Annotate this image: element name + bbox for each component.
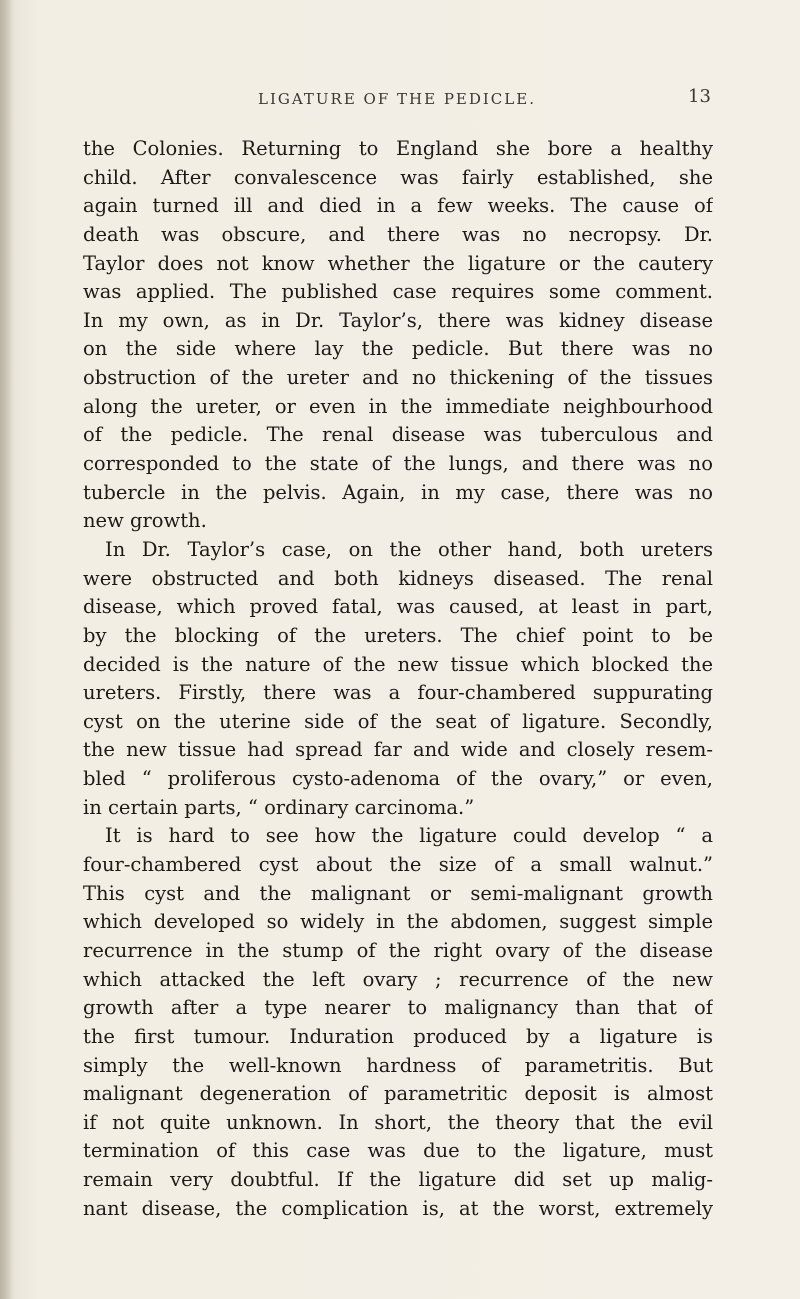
text-line: In Dr. Taylor’s case, on the other hand, both ureters (105, 537, 713, 561)
text-line: obstruction of the ureter and no thickening of the tissues (83, 366, 713, 390)
text-line: was applied. The published case requires some comment. (83, 280, 713, 304)
text-line: bled “ proliferous cysto-adenoma of the ovary,” or even, (83, 767, 713, 791)
text-line: growth after a type nearer to malignancy than that of (83, 996, 713, 1020)
text-line: cyst on the uterine side of the seat of ligature. Secondly, (83, 709, 713, 733)
page-number: 13 (688, 86, 711, 107)
text-line: recurrence in the stump of the right ovary of the disease (83, 938, 713, 962)
text-line: in certain parts, “ ordinary carcinoma.” (83, 795, 475, 819)
text-line: simply the well-known hardness of parametritis. But (83, 1053, 713, 1077)
text-line: again turned ill and died in a few weeks. The cause of (83, 194, 713, 218)
text-line: new growth. (83, 509, 207, 533)
text-line: child. After convalescence was fairly established, she (83, 165, 713, 189)
text-line: death was obscure, and there was no necropsy. Dr. (83, 222, 713, 246)
text-line: which attacked the left ovary ; recurrence of the new (83, 967, 713, 991)
text-line: four-chambered cyst about the size of a small walnut.” (83, 853, 713, 877)
text-line: It is hard to see how the ligature could develop “ a (105, 824, 713, 848)
text-line: by the blocking of the ureters. The chief point to be (83, 623, 713, 647)
text-line: Taylor does not know whether the ligature or the cautery (83, 251, 713, 275)
text-line: the first tumour. Induration produced by a ligature is (83, 1024, 713, 1048)
text-line: along the ureter, or even in the immediate neighbourhood (83, 394, 713, 418)
spine-shadow (0, 0, 14, 1299)
text-line: on the side where lay the pedicle. But there was no (83, 337, 713, 361)
text-line: termination of this case was due to the ligature, must (83, 1139, 713, 1163)
text-line: the new tissue had spread far and wide and closely resem- (83, 738, 713, 762)
body-text (83, 135, 713, 1223)
text-line: This cyst and the malignant or semi-malignant growth (83, 881, 713, 905)
text-line: if not quite unknown. In short, the theory that the evil (83, 1110, 713, 1134)
text-line: corresponded to the state of the lungs, and there was no (83, 452, 713, 476)
text-line: tubercle in the pelvis. Again, in my case, there was no (83, 480, 713, 504)
text-line: which developed so widely in the abdomen, suggest simple (83, 910, 713, 934)
text-line: In my own, as in Dr. Taylor’s, there was kidney disease (83, 308, 713, 332)
text-line: were obstructed and both kidneys diseased. The renal (83, 566, 713, 590)
text-line: malignant degeneration of parametritic deposit is almost (83, 1082, 713, 1106)
text-line: nant disease, the complication is, at the worst, extremely (83, 1196, 713, 1220)
running-head: LIGATURE OF THE PEDICLE. (258, 90, 536, 108)
text-line: ureters. Firstly, there was a four-chambered suppurating (83, 681, 713, 705)
text-line: of the pedicle. The renal disease was tuberculous and (83, 423, 713, 447)
text-line: remain very doubtful. If the ligature did set up malig- (83, 1168, 713, 1192)
text-line: decided is the nature of the new tissue which blocked the (83, 652, 713, 676)
text-line: the Colonies. Returning to England she bore a healthy (83, 137, 713, 160)
text-line: disease, which proved fatal, was caused, at least in part, (83, 595, 713, 619)
